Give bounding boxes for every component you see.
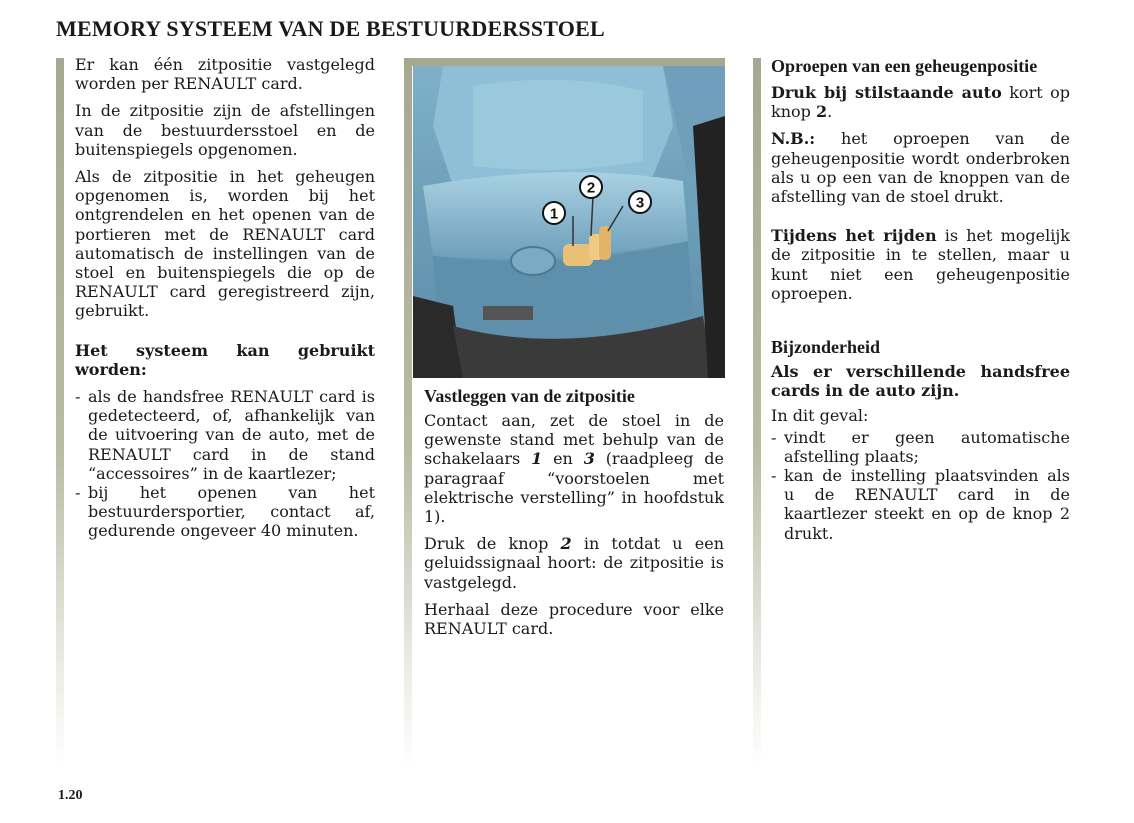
list-item: - als de handsfree RENAULT card is gedetecteerd, of, afhankelijk van de uitvoering van de auto, met de RENAULT card in de stand “accessoires” in de kaartlezer; — [75, 387, 375, 483]
text-span: Druk de knop — [424, 534, 561, 554]
callout-3 — [629, 191, 651, 213]
col3-paragraph-2 — [771, 129, 1070, 206]
list-item: - kan de instelling plaatsvinden als u de RENAULT card in de kaartlezer steekt en op de knop 2 drukt. — [771, 466, 1070, 543]
col1-list-heading: Het systeem kan gebruikt worden: — [75, 340, 375, 379]
section-heading-oproepen: Oproepen van een geheugenpositie — [771, 56, 1038, 76]
text-span: het oproepen van de geheugenpositie wordt onderbroken als u op een van de knoppen van de afstelling van de stoel drukt. — [771, 129, 1070, 207]
column-2 — [424, 386, 724, 646]
callout-1-label: 1 — [549, 205, 559, 223]
list-item: - vindt er geen automatische afstelling plaats; — [771, 428, 1070, 466]
seat-illustration — [413, 66, 725, 378]
col1-paragraph-1: Er kan één zitpositie vastgelegd worden per RENAULT card. — [75, 55, 375, 94]
col1-paragraph-2: In de zitpositie zijn de afstellingen van de bestuurdersstoel en de buitenspiegels opgenomen. — [75, 101, 375, 159]
callout-2 — [580, 176, 602, 198]
bold-span: N.B.: — [771, 129, 816, 149]
switch-1 — [563, 244, 593, 266]
column-1-bar — [56, 58, 64, 770]
text-span: kort op knop — [771, 83, 1071, 122]
ref-2: 2 — [815, 102, 828, 122]
bold-span: Tijdens het rijden — [771, 226, 937, 246]
bold-span: Druk bij stilstaande auto — [771, 83, 1002, 102]
section-heading-bijzonderheid: Bijzonderheid — [771, 337, 881, 358]
col2-paragraph-3: Herhaal deze procedure voor elke RENAULT card. — [424, 599, 724, 639]
callout-1 — [543, 202, 565, 224]
col3-paragraph-4: In dit geval: — [771, 406, 869, 426]
col3-sub-heading: Als er verschillende handsfree cards in de auto zijn. — [771, 362, 1070, 401]
col2-paragraph-2 — [424, 534, 724, 592]
text-span: Contact aan, zet de stoel in de gewenste stand met behulp van de schakelaars — [424, 411, 724, 469]
callout-2-label: 2 — [586, 179, 596, 197]
page-title: MEMORY SYSTEEM VAN DE BESTUURDERSSTOEL — [56, 16, 605, 41]
col1-paragraph-3: Als de zitpositie in het geheugen opgenomen is, worden bij het ontgrendelen en het openen van de portieren met de RENAULT card automatisch de instellingen van de stoel en buitenspiegels die op de RENAULT card geregistreerd zijn, gebruikt. — [75, 167, 375, 321]
callout-3-label: 3 — [635, 194, 645, 212]
column-1 — [75, 55, 375, 547]
ref-3: 3 — [583, 449, 595, 469]
page-number: 1.20 — [58, 788, 83, 803]
list-item: - bij het openen van het bestuurdersportier, contact af, gedurende ongeveer 40 minuten. — [75, 483, 375, 541]
switch-3 — [599, 226, 611, 260]
col2-paragraph-1 — [424, 411, 724, 526]
text-span: in totdat u een geluidssignaal hoort: de zitpositie is vastgelegd. — [424, 534, 724, 592]
text-span: is het mogelijk de zitpositie in te stellen, maar u kunt niet een geheugenpositie oproepen. — [771, 226, 1070, 303]
image-top-bar — [404, 58, 725, 66]
text-span: (raadpleeg de paragraaf “voorstoelen met elektrische verstelling” in hoofdstuk 1). — [424, 449, 724, 527]
seat-photo — [413, 66, 725, 378]
col3-paragraph-3 — [771, 226, 1070, 303]
column-2-bar — [404, 58, 412, 770]
col1-list — [75, 387, 375, 541]
text-span: . — [827, 102, 833, 122]
ref-2: 2 — [560, 534, 572, 554]
col3-list — [771, 428, 1070, 543]
ref-1: 1 — [531, 449, 543, 469]
section-heading-vastleggen: Vastleggen van de zitpositie — [424, 386, 635, 406]
col3-paragraph-1 — [771, 83, 1070, 121]
column-3 — [771, 56, 1070, 549]
column-3-bar — [753, 58, 761, 770]
text-span: en — [542, 449, 584, 469]
